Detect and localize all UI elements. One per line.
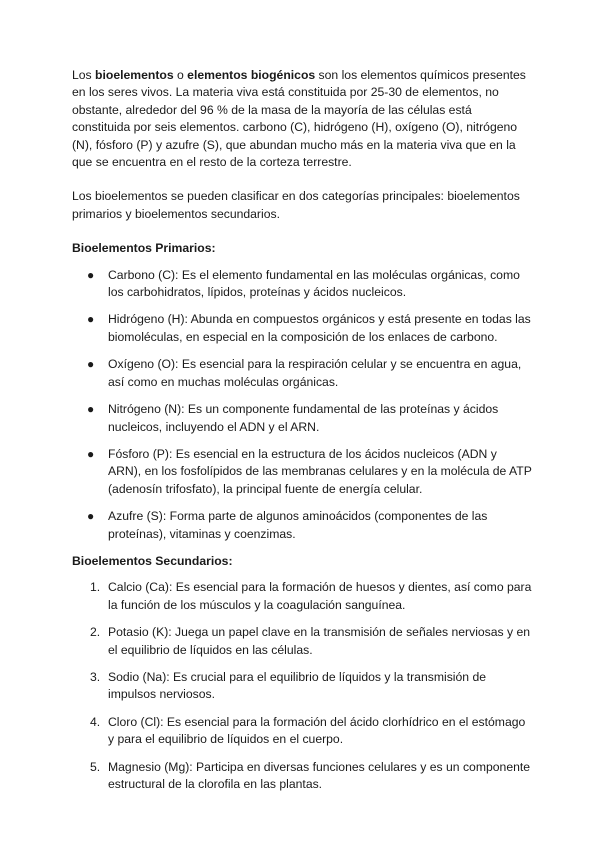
list-item-text: Cloro (Cl): Es esencial para la formación del ácido clorhídrico en el estómago y para el equilibrio de líquidos en el cuerpo. bbox=[108, 714, 526, 747]
list-item bbox=[72, 311, 532, 346]
list-item-text: Potasio (K): Juega un papel clave en la transmisión de señales nerviosas y en el equilibrio de líquidos en las células. bbox=[108, 625, 531, 657]
list-number: 2. bbox=[90, 625, 101, 640]
list-item bbox=[72, 669, 532, 704]
list-number: 3. bbox=[90, 669, 101, 684]
intro-text-post: son los elementos químicos presentes en los seres vivos. La materia viva está constituida por 25-30 de elementos, no obstante, alrededor del 96 % de la masa de la mayoría de las células está constituida por seis elementos. carbono (C), hidrógeno (H), oxígeno (O), nitrógeno (N), fósforo (P) y azufre (S), que abundan mucho más en la materia viva que en la que se encuentra en el resto de la corteza terrestre. bbox=[72, 68, 526, 170]
list-item bbox=[72, 401, 532, 436]
bullet-icon: ● bbox=[87, 312, 95, 327]
bullet-icon: ● bbox=[87, 402, 95, 417]
list-item-text: Oxígeno (O): Es esencial para la respiración celular y se encuentra en agua, así como en muchas moléculas orgánicas. bbox=[108, 357, 522, 389]
classification-paragraph: Los bioelementos se pueden clasificar en dos categorías principales: bioelementos primarios y bioelementos secundarios. bbox=[72, 189, 520, 221]
list-number: 5. bbox=[90, 759, 101, 774]
primary-heading: Bioelementos Primarios: bbox=[72, 241, 216, 256]
primary-list bbox=[72, 267, 532, 543]
list-item-text: Nitrógeno (N): Es un componente fundamental de las proteínas y ácidos nucleicos, incluyendo el ADN y el ARN. bbox=[108, 402, 499, 434]
bullet-icon: ● bbox=[87, 446, 95, 461]
list-item bbox=[72, 624, 532, 659]
list-item bbox=[72, 446, 532, 498]
term-elementos-biogenicos: elementos biogénicos bbox=[187, 68, 316, 82]
list-item-text: Calcio (Ca): Es esencial para la formación de huesos y dientes, así como para la función de los músculos y la coagulación sanguínea. bbox=[108, 580, 532, 612]
list-item-text: Magnesio (Mg): Participa en diversas funciones celulares y es un componente estructural de la clorofila en las plantas. bbox=[108, 759, 531, 791]
intro-text-mid: o bbox=[173, 68, 188, 82]
intro-text-pre: Los bbox=[72, 68, 96, 82]
list-item-text: Fósforo (P): Es esencial en la estructura de los ácidos nucleicos (ADN y ARN), en los fosfolípidos de las membranas celulares y en la molécula de ATP (adenosín trifosfato), la principal fuente de energía celular. bbox=[108, 446, 532, 496]
list-number: 4. bbox=[90, 714, 101, 729]
intro-paragraph bbox=[72, 67, 532, 171]
list-item bbox=[72, 714, 532, 749]
list-number: 1. bbox=[90, 580, 101, 595]
list-item bbox=[72, 759, 532, 794]
list-item bbox=[72, 356, 532, 391]
list-item-text: Sodio (Na): Es crucial para el equilibrio de líquidos y la transmisión de impulsos nerviosos. bbox=[108, 669, 486, 702]
list-item bbox=[72, 267, 532, 302]
term-bioelementos: bioelementos bbox=[95, 68, 174, 82]
list-item bbox=[72, 508, 532, 543]
secondary-list bbox=[72, 579, 532, 793]
list-item-text: Hidrógeno (H): Abunda en compuestos orgánicos y está presente en todas las biomoléculas, en especial en la composición de los enlaces de carbono. bbox=[108, 312, 531, 344]
list-item-text: Carbono (C): Es el elemento fundamental en las moléculas orgánicas, como los carbohidratos, lípidos, proteínas y ácidos nucleicos. bbox=[108, 267, 520, 300]
list-item-text: Azufre (S): Forma parte de algunos aminoácidos (componentes de las proteínas), vitaminas y coenzimas. bbox=[108, 509, 488, 541]
bullet-icon: ● bbox=[87, 509, 95, 524]
secondary-heading: Bioelementos Secundarios: bbox=[72, 553, 233, 568]
document-page bbox=[72, 67, 532, 803]
list-item bbox=[72, 579, 532, 614]
bullet-icon: ● bbox=[87, 357, 95, 372]
bullet-icon: ● bbox=[87, 267, 95, 282]
